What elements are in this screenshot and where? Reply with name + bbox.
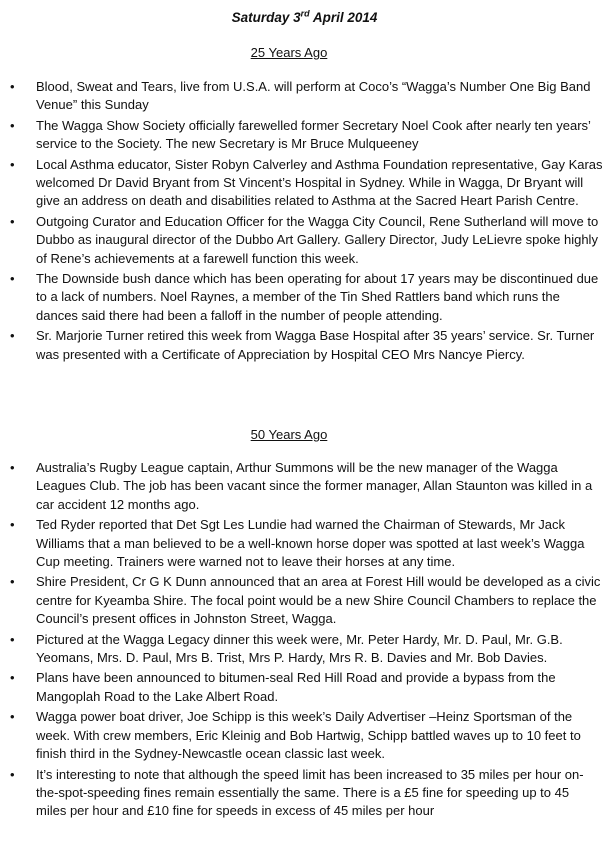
bullet-icon: • [10,670,15,686]
list-item [0,573,609,628]
list-25-years [0,78,609,366]
section-heading-50-years: 50 Years Ago [250,427,328,442]
bullet-icon: • [10,271,15,287]
item-text: Sr. Marjorie Turner retired this week from Wagga Base Hospital after 35 years’ service. Sr. Turner was presented with a Certificate of Appreciation by Hospital CEO Mrs Nancye Piercy. [36,328,595,362]
item-text: Local Asthma educator, Sister Robyn Calverley and Asthma Foundation representative, Gay Karas welcomed Dr David Bryant from St Vincent’s Hospital in Sydney. While in Wagga, Dr Bryant will give an address on death and disabilities related to Asthma at the Sacred Heart Parish Centre. [36,156,603,209]
bullet-icon: • [10,766,15,782]
bullet-icon: • [10,517,15,533]
bullet-icon: • [10,328,15,344]
item-text: Plans have been announced to bitumen-seal Red Hill Road and provide a bypass from the Mangoplah Road to the Lake Albert Road. [36,670,556,704]
list-item [0,669,609,706]
list-50-years [0,459,609,823]
item-text: Outgoing Curator and Education Officer for the Wagga City Council, Rene Sutherland will move to Dubbo as inaugural director of the Dubbo Art Gallery. Gallery Director, Judy LeLievre spoke highly of Rene’s achievements at a farewell function this week. [36,213,599,266]
list-item [0,766,609,821]
item-text: Shire President, Cr G K Dunn announced that an area at Forest Hill would be developed as a civic centre for Kyeamba Shire. The focal point would be a new Shire Council Chambers to replace the Council’s present offices in Johnston Street, Wagga. [36,574,601,627]
list-item [0,708,609,763]
list-item [0,117,609,154]
bullet-icon: • [10,213,15,229]
item-text: Wagga power boat driver, Joe Schipp is this week’s Daily Advertiser –Heinz Sportsman of the week. With crew members, Eric Kleinig and Bob Hartwig, Schipp battled waves up to 10 feet to finish third in the Sydney-Newcastle ocean classic last week. [36,709,581,762]
bullet-icon: • [10,460,15,475]
list-item [0,270,609,325]
list-item [0,459,609,514]
bullet-icon: • [10,709,15,725]
title-suffix: April 2014 [309,10,378,25]
title-prefix: Saturday 3 [231,10,301,25]
bullet-icon: • [10,631,15,647]
list-item [0,631,609,668]
item-text: Pictured at the Wagga Legacy dinner this week were, Mr. Peter Hardy, Mr. D. Paul, Mr. G.B. Yeomans, Mrs. D. Paul, Mrs B. Trist, Mrs P. Hardy, Mrs R. B. Davies and Mr. Bob Davies. [36,631,563,666]
item-text: The Downside bush dance which has been operating for about 17 years may be discontinued due to a lack of numbers. Noel Raynes, a member of the Tin Shed Rattlers band which runs the dances said there had been a falloff in the number of people attending. [36,271,599,323]
bullet-icon: • [10,79,15,94]
item-text: Blood, Sweat and Tears, live from U.S.A. will perform at Coco’s “Wagga’s Number One Big Band Venue” this Sunday [36,79,591,113]
bullet-icon: • [10,574,15,590]
item-text: It’s interesting to note that although the speed limit has been increased to 35 miles per hour on-the-spot-speeding fines remain essentially the same. There is a £5 fine for speeding up to 45 miles per hour and £10 fine for speeds in excess of 45 miles per hour [36,766,584,819]
list-item [0,156,609,211]
item-text: Ted Ryder reported that Det Sgt Les Lundie had warned the Chairman of Stewards, Mr Jack Williams that a man believed to be a well-known horse doper was spotted at last week’s Wagga Cup meeting. Trainers were warned not to leave their horses at any time. [36,517,585,570]
item-text: Australia’s Rugby League captain, Arthur Summons will be the new manager of the Wagga Leagues Club. The job has been vacant since the former manager, Allan Staunton was killed in a car accident 12 months ago. [36,460,593,512]
page-title [0,9,609,27]
list-item [0,516,609,571]
item-text: The Wagga Show Society officially farewelled former Secretary Noel Cook after nearly ten years’ service to the Society. The new Secretary is Mr Bruce Mulqueeney [36,117,591,152]
section-heading-25-years: 25 Years Ago [250,45,328,60]
title-superscript: rd [300,8,310,19]
list-item [0,78,609,115]
bullet-icon: • [10,156,15,172]
list-item [0,213,609,268]
bullet-icon: • [10,117,15,133]
list-item [0,327,609,364]
